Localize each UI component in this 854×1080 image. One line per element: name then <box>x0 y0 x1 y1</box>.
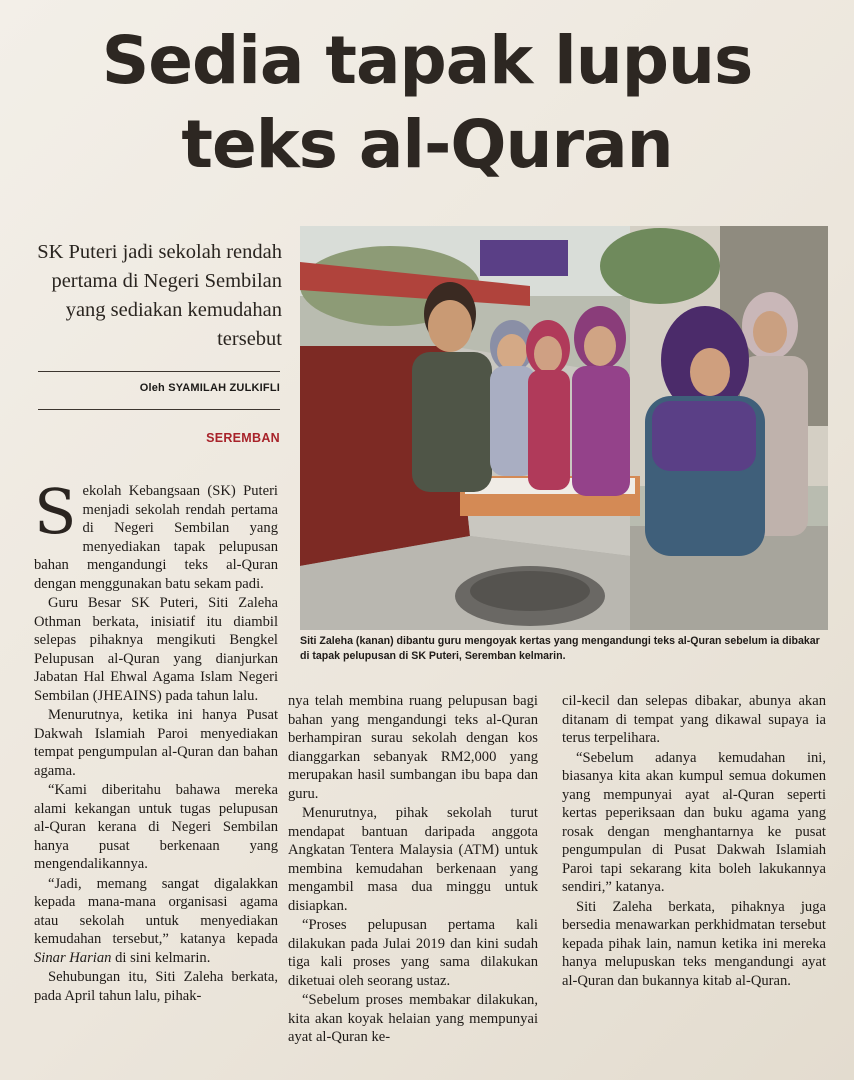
article-column-2 <box>288 692 538 1048</box>
paragraph-text: ekolah Kebangsaan (SK) Puteri menjadi sekolah rendah pertama di Negeri Sembilan yang menyediakan tapak pelupusan bahan mengandungi teks al-Quran dengan menggunakan batu sekam padi. <box>34 483 278 592</box>
headline-line-1: Sedia tapak lupus <box>101 22 753 99</box>
byline-rule-top <box>38 371 280 372</box>
photo-illustration <box>300 226 828 630</box>
paragraph: Siti Zaleha berkata, pihaknya juga bersedia menawarkan perkhidmatan tersebut kepada pihak lain, namun ketika ini mereka hanya melupuskan teks mengandungi ayat al-Quran dan bukannya kitab al-Quran. <box>562 898 826 989</box>
paragraph: “Proses pelupusan pertama kali dilakukan pada Julai 2019 dan kini sudah tiga kali proses yang sama dilakukan diketuai oleh seorang ustaz. <box>288 917 538 989</box>
article-column-1 <box>34 475 278 1006</box>
photo-caption: Siti Zaleha (kanan) dibantu guru mengoyak kertas yang mengandungi teks al-Quran sebelum ia dibakar di tapak pelupusan di SK Puteri, Seremban kelmarin. <box>300 635 820 662</box>
paragraph: Menurutnya, ketika ini hanya Pusat Dakwah Islamiah Paroi menyediakan tempat pengumpulan al-Quran dan bahan agama. <box>34 707 278 779</box>
paragraph: “Sebelum proses membakar dilakukan, kita akan koyak helaian yang mempunyai ayat al-Quran ke- <box>288 992 538 1045</box>
paragraph: cil-kecil dan selepas dibakar, abunya akan ditanam di tempat yang dikawal supaya ia terus terpelihara. <box>562 693 826 746</box>
article-column-3 <box>562 692 826 991</box>
paragraph <box>34 475 278 593</box>
publication-name: Sinar Harian <box>34 949 112 966</box>
paragraph: Sehubungan itu, Siti Zaleha berkata, pada April tahun lalu, pihak- <box>34 969 278 1004</box>
standfirst: SK Puteri jadi sekolah rendah pertama di Negeri Sembilan yang sediakan kemudahan tersebut <box>37 241 282 350</box>
headline-line-2: teks al-Quran <box>181 106 673 183</box>
paragraph: nya telah membina ruang pelupusan bagi bahan yang mengandungi teks al-Quran berhampiran surau sekolah dengan kos dianggarkan sebanyak RM2,000 yang merupakan hasil sumbangan ibu bapa dan guru. <box>288 693 538 802</box>
news-photo <box>300 226 828 630</box>
dateline: SEREMBAN <box>206 431 280 445</box>
paragraph: “Sebelum adanya kemudahan ini, biasanya kita akan kumpul semua dokumen yang mempunyai ayat al-Quran seperti kertas peperiksaan dan buku agama yang rosak dengan menghantarnya ke pusat pengumpulan di Pusat Dakwah Islamiah Paroi tapi sekarang kita boleh lakukannya sendiri,” katanya. <box>562 749 826 895</box>
paragraph: “Kami diberitahu bahawa mereka alami kekangan untuk tugas pelupusan al-Quran kerana di Negeri Sembilan hanya pusat berkenaan yang mengendalikannya. <box>34 782 278 872</box>
paragraph: Guru Besar SK Puteri, Siti Zaleha Othman berkata, inisiatif itu diambil selepas pihaknya mengikuti Bengkel Pelupusan al-Quran yang dianjurkan Jabatan Hal Ehwal Agama Islam Negeri Sembilan (JHEAINS) pada tahun lalu. <box>34 595 278 704</box>
quote-text: “Jadi, memang sangat digalakkan kepada mana-mana organisasi agama atau sekolah untuk menyediakan kemudahan tersebut,” katanya kepada <box>34 875 278 947</box>
quote-text-end: di sini kelmarin. <box>111 949 211 966</box>
paragraph: Menurutnya, pihak sekolah turut mendapat bantuan daripada anggota Angkatan Tentera Malaysia (ATM) untuk membina kemudahan berkenaan yang mengambil masa dua minggu untuk disiapkan. <box>288 805 538 914</box>
byline: Oleh SYAMILAH ZULKIFLI <box>139 382 280 394</box>
drop-cap: S <box>34 475 77 548</box>
paragraph <box>34 875 278 968</box>
byline-rule-bottom <box>38 409 280 410</box>
